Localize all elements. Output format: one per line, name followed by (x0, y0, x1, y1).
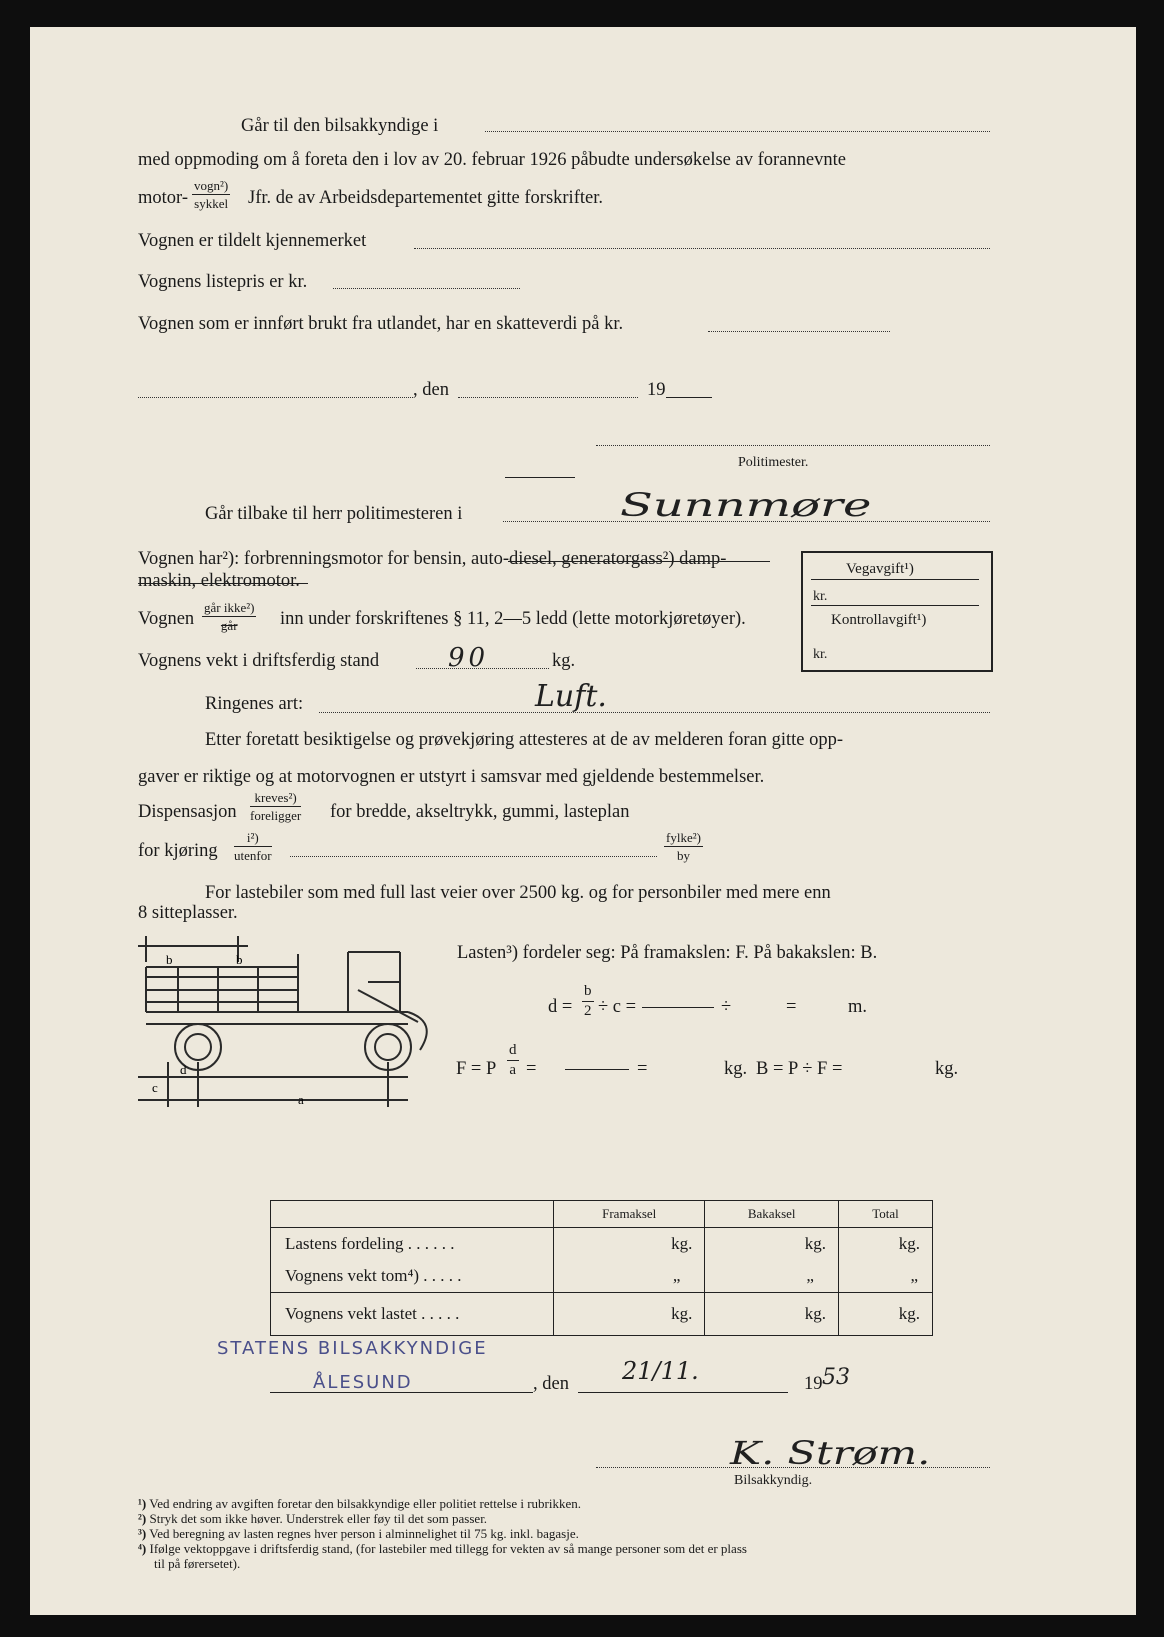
kjoring-prefix: for kjøring (138, 841, 218, 861)
diagram-label-b2: b (236, 952, 243, 967)
header-bakaksel: Bakaksel (705, 1201, 839, 1228)
vegavgift-label: Vegavgift¹) (846, 561, 914, 577)
motor-prefix: motor- (138, 188, 188, 208)
har-line2: maskin, elektromotor. (138, 571, 300, 591)
place-field[interactable] (138, 397, 413, 398)
disp-rest: for bredde, akseltrykk, gummi, lasteplan (330, 802, 630, 822)
cell-value[interactable]: kg. (705, 1293, 839, 1336)
year-field[interactable] (666, 397, 712, 398)
politimester-sign-field[interactable] (596, 445, 990, 446)
cell-value[interactable]: kg. (554, 1293, 705, 1336)
f-formula-fraction (507, 1043, 519, 1078)
listepris-label: Vognens listepris er kr. (138, 272, 308, 292)
table-row (271, 1228, 933, 1261)
f-frac-den: a (509, 1062, 517, 1078)
form-page (30, 27, 1136, 1615)
gaar-frac-num: går ikke²) (204, 600, 255, 615)
listepris-field[interactable] (333, 288, 520, 289)
kjoring-fraction (234, 831, 272, 862)
row-label: Vognens vekt lastet . . . . . (271, 1293, 554, 1336)
b-formula: B = P ÷ F = (756, 1059, 843, 1079)
footnote-1 (138, 1497, 581, 1510)
cell-value[interactable]: kg. (705, 1228, 839, 1261)
d-formula-rest: ÷ c = (598, 997, 637, 1017)
footnote-2 (138, 1512, 487, 1525)
gaar-fraction (202, 601, 256, 632)
kjoring-field[interactable] (290, 856, 657, 857)
sig-date-line[interactable] (578, 1392, 788, 1393)
cell-value[interactable]: „ (554, 1260, 705, 1293)
load-table (270, 1200, 933, 1336)
cell-value[interactable]: kg. (838, 1228, 932, 1261)
motor-frac-num: vogn²) (194, 178, 229, 193)
cell-value[interactable]: „ (838, 1260, 932, 1293)
disp-frac-den: foreligger (250, 808, 302, 823)
vekt-handwritten: 90 (448, 643, 490, 673)
kontrollavgift-kr: kr. (813, 647, 828, 662)
gaar-rest: inn under forskriftenes § 11, 2—5 ledd (lette motorkjøretøyer). (280, 609, 746, 629)
diagram-label-b: b (166, 952, 173, 967)
tilbake-label: Går tilbake til herr politimesteren i (205, 504, 463, 524)
d-formula-lhs: d = (548, 997, 573, 1017)
diagram-label-c: c (152, 1080, 158, 1095)
bilsakkyndig-label: Bilsakkyndig. (734, 1473, 813, 1488)
footnote-4-cont (154, 1557, 240, 1570)
har-line1: Vognen har²): forbrenningsmotor for bensin, auto-diesel, generatorgass²) damp- (138, 549, 727, 569)
footnote-mark: ⁴) (138, 1541, 147, 1556)
sig-year-prefix: 19 (804, 1374, 823, 1394)
vegavgift-value-line[interactable] (811, 605, 979, 606)
row-label: Lastens fordeling . . . . . . (271, 1228, 554, 1261)
footnote-mark: ¹) (138, 1496, 147, 1511)
footnote-mark: ²) (138, 1511, 147, 1526)
footnote-text: til på førersetet). (154, 1556, 241, 1571)
d-frac-num: b (582, 984, 594, 1002)
vekt-unit: kg. (552, 651, 576, 671)
f-eq2: = (637, 1059, 648, 1079)
d-div: ÷ (721, 997, 732, 1017)
stamp-line1: STATENS BILSAKKYNDIGE (217, 1338, 488, 1359)
place-sign-line[interactable] (270, 1392, 533, 1393)
strike-autodiesel (508, 561, 770, 562)
separator-line (505, 477, 575, 478)
truck-outline (138, 936, 427, 1107)
kontrollavgift-label: Kontrollavgift¹) (831, 612, 927, 628)
f-eq1: = (526, 1059, 537, 1079)
f-blank1[interactable] (565, 1069, 629, 1070)
fylke-frac-num: fylke²) (666, 830, 701, 845)
table-row (271, 1260, 933, 1293)
diagram-label-d: d (180, 1062, 187, 1077)
skatteverdi-label: Vognen som er innført brukt fra utlandet, har en skatteverdi på kr. (138, 314, 624, 334)
sig-date-handwritten: 21/11. (622, 1357, 699, 1385)
gaar-prefix: Vognen (138, 609, 195, 629)
kjennemerke-field[interactable] (414, 248, 990, 249)
d-frac-den: 2 (584, 1003, 592, 1019)
table-row (271, 1293, 933, 1336)
ringer-handwritten: Luft. (535, 679, 607, 714)
cell-value[interactable]: „ (705, 1260, 839, 1293)
date-den-label: , den (413, 380, 449, 400)
tilbake-handwritten: Sunnmøre (620, 486, 872, 524)
stamp-line2: ÅLESUND (313, 1372, 413, 1393)
d-blank1[interactable] (642, 1007, 714, 1008)
row-label: Vognens vekt tom⁴) . . . . . (271, 1260, 554, 1293)
footnote-text: Ved endring av avgiften foretar den bilsakkyndige eller politiet rettelse i rubrikken. (149, 1496, 581, 1511)
politimester-label: Politimester. (738, 455, 809, 470)
footnote-text: Ifølge vektoppgave i driftsferdig stand, (for lastebiler med tillegg for vekten av så mange personer som det er plass (149, 1541, 747, 1556)
fylke-fraction (664, 831, 703, 862)
laste-line2: 8 sitteplasser. (138, 903, 238, 923)
kjoring-frac-num: i²) (234, 831, 272, 847)
vegavgift-kr: kr. (813, 589, 828, 604)
gaar-frac-den: går (220, 618, 238, 633)
attest-line1: Etter foretatt besiktigelse og prøvekjøring attesteres at de av melderen foran gitte opp- (205, 730, 844, 750)
forskrifter-text: Jfr. de av Arbeidsdepartementet gitte forskrifter. (248, 188, 603, 208)
vekt-label: Vognens vekt i driftsferdig stand (138, 651, 380, 671)
avgift-box (801, 551, 993, 672)
skatteverdi-field[interactable] (708, 331, 890, 332)
f-unit1: kg. (724, 1059, 748, 1079)
bilsakkyndige-field[interactable] (485, 131, 990, 132)
truck-diagram (138, 932, 438, 1127)
footnote-3 (138, 1527, 579, 1540)
disp-prefix: Dispensasjon (138, 802, 237, 822)
lasten-text: Lasten³) fordeler seg: På framakslen: F. På bakakslen: B. (457, 943, 878, 963)
bilsakkyndige-label: Går til den bilsakkyndige i (241, 116, 439, 136)
footnote-text: Stryk det som ikke høver. Understrek eller føy til det som passer. (149, 1511, 488, 1526)
cell-value[interactable]: kg. (554, 1228, 705, 1261)
footnote-mark: ³) (138, 1526, 147, 1541)
ringer-field[interactable] (319, 712, 990, 713)
attest-line2: gaver er riktige og at motorvognen er utstyrt i samsvar med gjeldende bestemmelser. (138, 767, 765, 787)
motor-frac-den: sykkel (194, 196, 229, 211)
d-formula-fraction (582, 984, 594, 1019)
f-frac-num: d (507, 1043, 519, 1061)
sig-den-label: , den (533, 1374, 569, 1394)
oppmoding-text: med oppmoding om å foreta den i lov av 20. februar 1926 påbudte undersøkelse av forannevnte (138, 150, 846, 170)
table-corner (271, 1201, 554, 1228)
kjennemerke-label: Vognen er tildelt kjennemerket (138, 231, 367, 251)
strike-elektromotor (138, 583, 308, 584)
footnote-text: Ved beregning av lasten regnes hver person i alminnelighet til 75 kg. inkl. bagasje. (149, 1526, 579, 1541)
disp-frac-num: kreves²) (250, 791, 301, 807)
bilsakkyndig-signature: K. Strøm. (730, 1434, 931, 1472)
date-field[interactable] (458, 397, 638, 398)
motor-fraction (192, 179, 230, 210)
ringer-label: Ringenes art: (205, 694, 304, 714)
sig-year-handwritten: 53 (822, 1365, 850, 1390)
kjoring-frac-den: utenfor (234, 848, 272, 863)
date-year-label: 19 (647, 380, 666, 400)
header-total: Total (838, 1201, 932, 1228)
cell-value[interactable]: kg. (838, 1293, 932, 1336)
d-eq: = (786, 997, 797, 1017)
vegavgift-line[interactable] (811, 579, 979, 580)
f-formula-lhs: F = P (456, 1059, 497, 1079)
header-framaksel: Framaksel (554, 1201, 705, 1228)
f-unit2: kg. (935, 1059, 959, 1079)
fylke-frac-den: by (676, 848, 690, 863)
footnote-4 (138, 1542, 747, 1555)
d-unit: m. (848, 997, 868, 1017)
disp-fraction (250, 791, 301, 822)
table-header-row (271, 1201, 933, 1228)
laste-line1: For lastebiler som med full last veier over 2500 kg. og for personbiler med mere enn (205, 883, 831, 903)
diagram-label-a: a (298, 1092, 304, 1107)
